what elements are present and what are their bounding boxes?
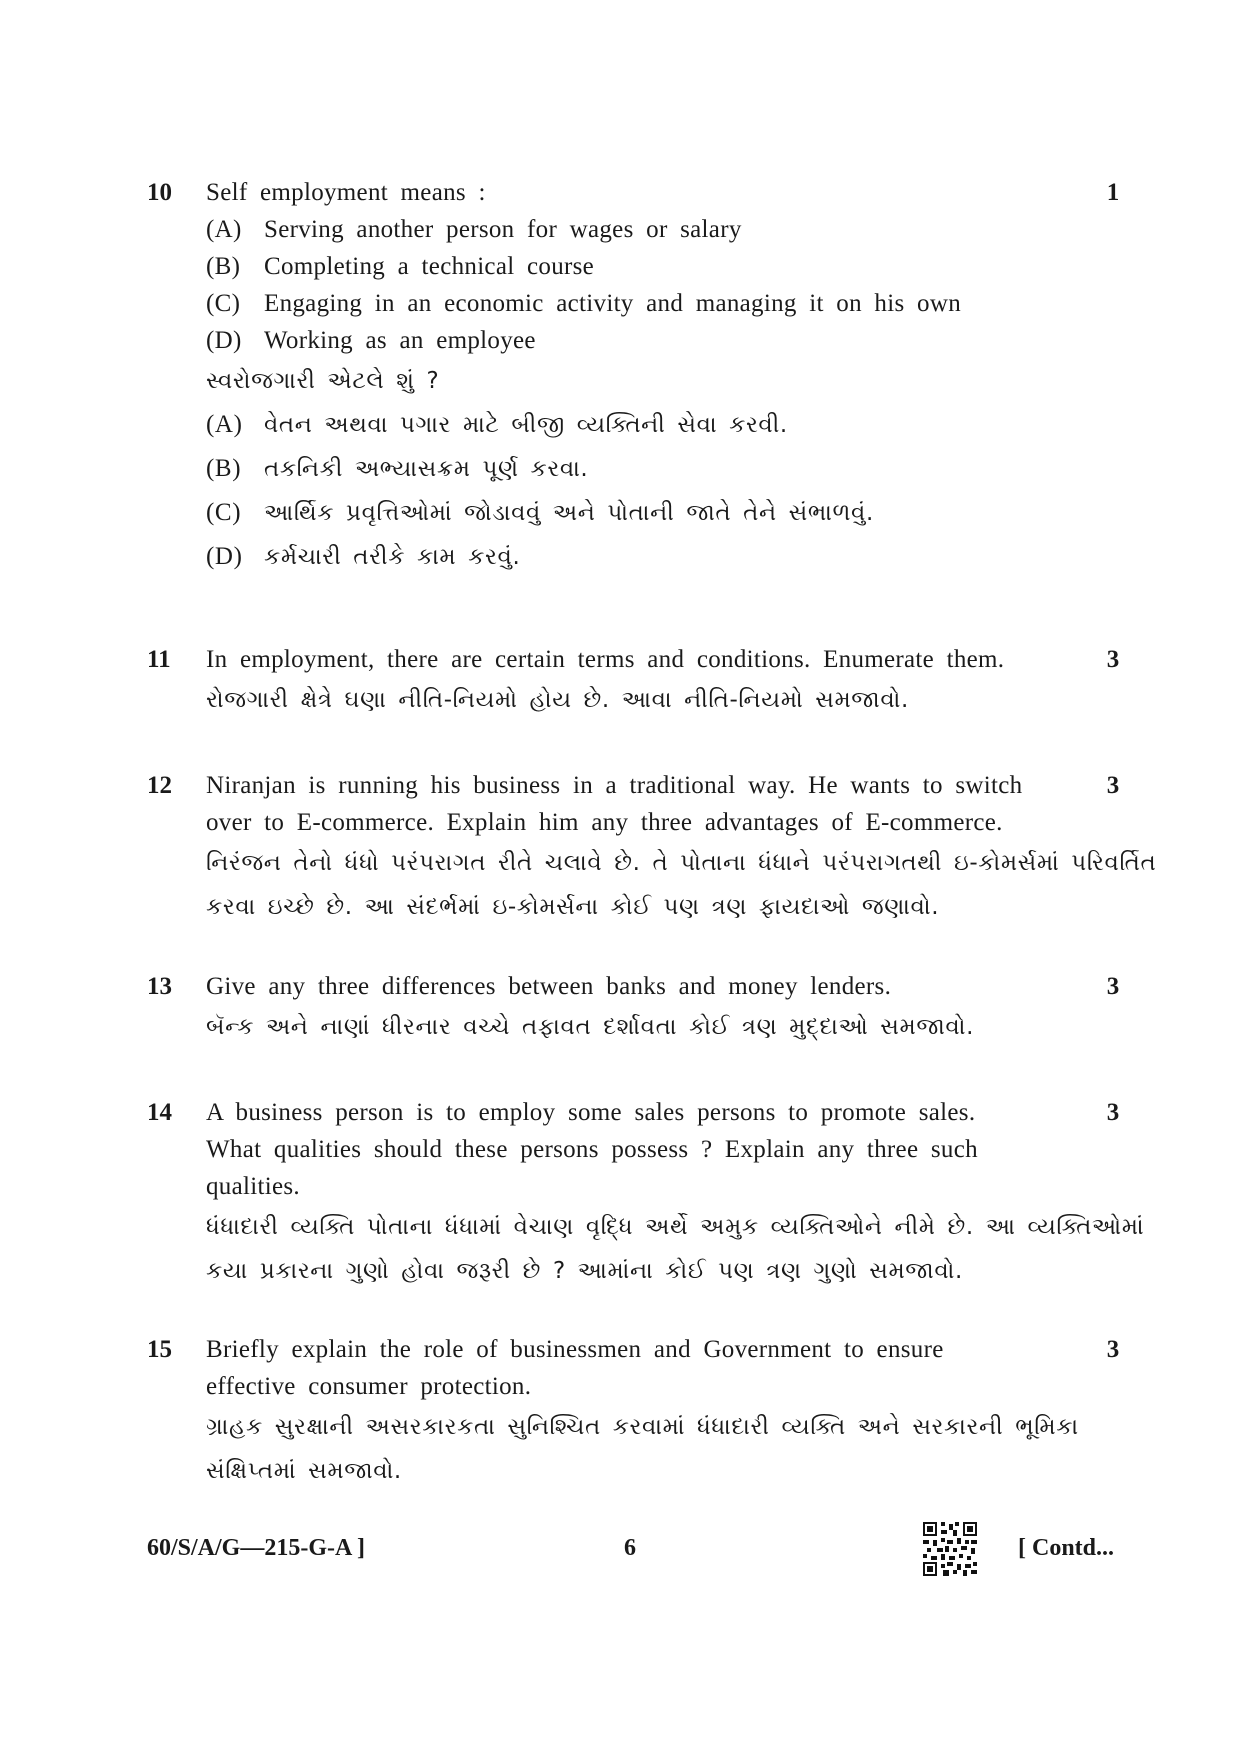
question-number: 10 — [147, 179, 172, 206]
question-text-en-line-3: qualities. — [206, 1173, 300, 1200]
continued-label: [ Contd... — [1018, 1535, 1115, 1561]
question-marks: 3 — [1106, 772, 1120, 799]
question-text-gu-line-1: ધંધાદારી વ્યક્તિ પોતાના ધંધામાં વેચાણ વૃદ્ધિ અર્થે અમુક વ્યક્તિઓને નીમે છે. આ વ્યક્તિઓમાં — [206, 1214, 1145, 1240]
question-text-gu-line-1: ગ્રાહક સુરક્ષાની અસરકારકતા સુનિશ્ચિત કરવામાં ધંધાદારી વ્યક્તિ અને સરકારની ભૂમિકા — [206, 1414, 1079, 1440]
question-text-gu: સ્વરોજગારી એટલે શું ? — [206, 368, 440, 394]
question-text-en: In employment, there are certain terms and conditions. Enumerate them. — [206, 646, 1005, 673]
question-10 — [0, 174, 1240, 579]
question-11 — [0, 641, 1240, 722]
question-text-en-line-1: Briefly explain the role of businessmen and Government to ensure — [206, 1336, 944, 1363]
qr-code-icon — [923, 1522, 977, 1576]
question-marks: 3 — [1106, 1099, 1120, 1126]
question-text-en-line-2: What qualities should these persons possess ? Explain any three such — [206, 1136, 978, 1163]
question-marks: 1 — [1106, 179, 1120, 206]
page-footer — [0, 1528, 1240, 1588]
question-number: 11 — [147, 646, 171, 673]
question-number: 15 — [147, 1336, 172, 1363]
question-number: 14 — [147, 1099, 172, 1126]
question-text-gu-line-1: નિરંજન તેનો ધંધો પરંપરાગત રીતે ચલાવે છે. તે પોતાના ધંધાને પરંપરાગતથી ઇ-કોમર્સમાં પરિવર્તિત — [206, 850, 1157, 876]
option-c-en: (C) Engaging in an economic activity and managing it on his own — [206, 290, 962, 317]
question-number: 13 — [147, 973, 172, 1000]
question-text-en: Self employment means : — [206, 179, 486, 206]
option-b-gu: (B) તકનિકી અભ્યાસક્રમ પૂર્ણ કરવા. — [206, 455, 589, 482]
option-a-en: (A) Serving another person for wages or salary — [206, 216, 742, 243]
option-d-gu: (D) કર્મચારી તરીકે કામ કરવું. — [206, 543, 521, 570]
question-text-en-line-1: Niranjan is running his business in a traditional way. He wants to switch — [206, 772, 1023, 799]
question-14 — [0, 1094, 1240, 1293]
question-12 — [0, 767, 1240, 929]
question-15 — [0, 1331, 1240, 1493]
question-text-en: Give any three differences between banks and money lenders. — [206, 973, 892, 1000]
question-number: 12 — [147, 772, 172, 799]
page-number: 6 — [624, 1535, 636, 1561]
question-text-gu: રોજગારી ક્ષેત્રે ઘણા નીતિ-નિયમો હોય છે. આવા નીતિ-નિયમો સમજાવો. — [206, 687, 909, 713]
question-text-gu: બૅન્ક અને નાણાં ધીરનાર વચ્ચે તફાવત દર્શાવતા કોઈ ત્રણ મુદ્દાઓ સમજાવો. — [206, 1014, 974, 1040]
question-text-gu-line-2: કરવા ઇચ્છે છે. આ સંદર્ભમાં ઇ-કોમર્સના કોઈ પણ ત્રણ ફાયદાઓ જણાવો. — [206, 894, 940, 920]
paper-code: 60/S/A/G—215-G-A ] — [147, 1535, 366, 1561]
question-text-gu-line-2: કયા પ્રકારના ગુણો હોવા જરૂરી છે ? આમાંના કોઈ પણ ત્રણ ગુણો સમજાવો. — [206, 1258, 963, 1284]
question-marks: 3 — [1106, 646, 1120, 673]
question-13 — [0, 968, 1240, 1049]
option-b-en: (B) Completing a technical course — [206, 253, 595, 280]
option-d-en: (D) Working as an employee — [206, 327, 536, 354]
question-text-en-line-2: effective consumer protection. — [206, 1373, 532, 1400]
option-c-gu: (C) આર્થિક પ્રવૃત્તિઓમાં જોડાવવું અને પોતાની જાતે તેને સંભાળવું. — [206, 499, 874, 526]
question-text-en-line-2: over to E-commerce. Explain him any three advantages of E-commerce. — [206, 809, 1003, 836]
option-a-gu: (A) વેતન અથવા પગાર માટે બીજી વ્યક્તિની સેવા કરવી. — [206, 411, 788, 438]
question-text-en-line-1: A business person is to employ some sales persons to promote sales. — [206, 1099, 976, 1126]
question-text-gu-line-2: સંક્ષિપ્તમાં સમજાવો. — [206, 1458, 402, 1484]
question-marks: 3 — [1106, 973, 1120, 1000]
question-marks: 3 — [1106, 1336, 1120, 1363]
